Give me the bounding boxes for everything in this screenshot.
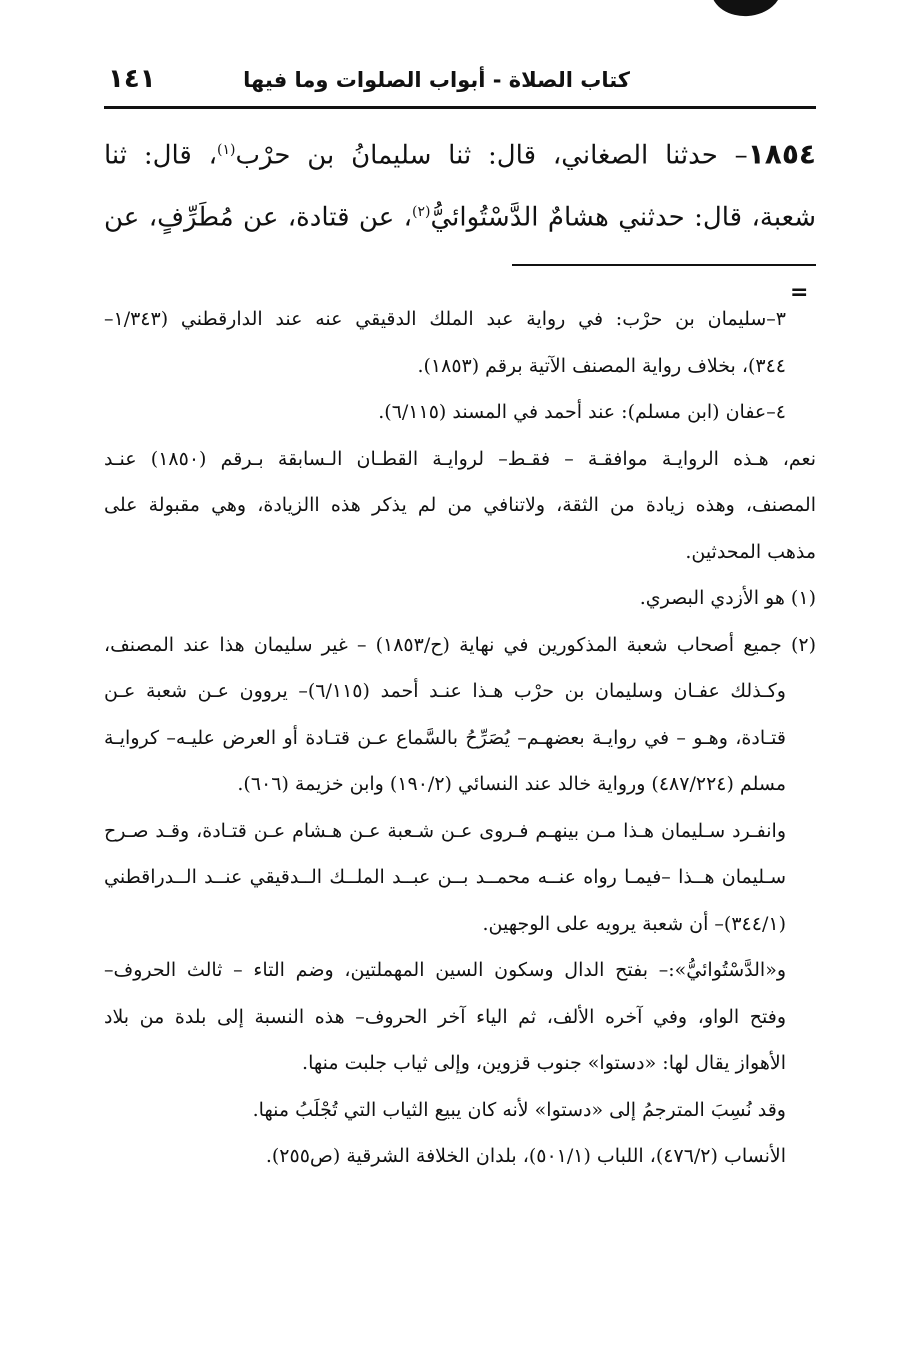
corner-ink-mark (711, 0, 783, 18)
footnote-line: ٣٤٤)، بخلاف رواية المصنف الآتية برقم (١٨٥٣). (417, 354, 786, 377)
main-line-1 (104, 122, 816, 184)
main-line-2-end: ، عن قتادة، عن مُطَرِّفٍ، عن (104, 202, 413, 233)
header-title: كتاب الصلاة - أبواب الصلوات وما فيها (243, 68, 630, 92)
footnote-line: الأنساب (٤٧٦/٢)، اللباب (٥٠١/١)، بلدان الخلافة الشرقية (ص٢٥٥). (265, 1145, 786, 1167)
page-number: ١٤١ (108, 64, 156, 94)
hadith-number: ١٨٥٤ (747, 137, 816, 171)
footnote-line: مذهب المحدثين. (685, 540, 816, 563)
footnote-2: (٢) جميع أصحاب شعبة المذكورين في نهاية (ح/١٨٥٣) – غير سليمان هذا عند المصنف، (104, 633, 816, 656)
footnote-line: المصنف، وهذه زيادة من الثقة، ولاتنافي من لم يذكر هذه االزيادة، وهي مقبولة على (104, 494, 816, 516)
header-rule (104, 106, 816, 109)
main-line-1-text: – حدثنا الصغاني، قال: ثنا سليمانُ بن حرْب (235, 140, 748, 171)
footnote-line: وانفـرد سـليمان هـذا مـن بينهـم فـروى عـن شـعبة عـن هـشام عـن قتـادة، وقـد صـرح (104, 819, 786, 842)
footnote-line: مسلم (٤٨٧/٢٢٤) ورواية خالد عند النسائي (١٩٠/٢) وابن خزيمة (٦٠٦). (237, 773, 786, 795)
footnote-line: وكـذلك عفـان وسليمان بن حرْب هـذا عنـد أحمد (٦/١١٥)– يروون عـن شعبة عـن (104, 680, 786, 702)
running-header (104, 64, 816, 104)
continuation-mark: = (790, 280, 809, 305)
footnote-line: نعم، هـذه الروايـة موافقـة – فقـط– لروايـة القطـان الـسابقة بـرقم (١٨٥٠) عنـد (104, 447, 817, 470)
footnote-1: (١) هو الأزدي البصري. (639, 587, 816, 609)
footnote-line: و«الدَّسْتُوائيُّ»:– بفتح الدال وسكون السين المهملتين، وضم التاء – ثالث الحروف– (104, 959, 786, 981)
footnote-separator (512, 264, 816, 266)
footnote-line: الأهواز يقال لها: «دستوا» جنوب قزوين، وإلى ثياب جلبت منها. (302, 1052, 786, 1074)
footnote-line: وقد نُسِبَ المترجمُ إلى «دستوا» لأنه كان يبيع الثياب التي تُجْلَبُ منها. (252, 1098, 786, 1121)
footnotes (104, 296, 816, 1180)
footnote-line: ٤–عفان (ابن مسلم): عند أحمد في المسند (٦/١١٥). (378, 401, 786, 423)
main-line-2 (104, 184, 816, 246)
footnote-line: قتـادة، وهـو – في روايـة بعضهـم– يُصَرِّحُ بالسَّماع عـن قتـادة أو العرض عليـه– كروايـة (104, 726, 786, 749)
footnote-line: وفتح الواو، وفي آخره الألف، ثم الياء آخر الحروف– هذه النسبة إلى بلدة من بلاد (104, 1005, 786, 1028)
footnote-ref-2: (٢) (412, 203, 431, 220)
main-line-1-end: ، قال: ثنا (104, 140, 218, 171)
footnote-line: سـليمان هــذا –فيمـا رواه عنــه محمــد بــن عبــد الملــك الــدقيقي عنــد الــدراقطني (104, 866, 786, 888)
footnote-ref-1: (١) (217, 142, 236, 158)
main-text (104, 122, 816, 245)
footnote-line: ٣–سليمان بن حرْب: في رواية عبد الملك الدقيقي عنه عند الدارقطني (١/٣٤٣– (104, 308, 786, 330)
footnote-line: (٣٤٤/١)– أن شعبة يرويه على الوجهين. (482, 912, 786, 935)
main-line-2-text: شعبة، قال: حدثني هشامٌ الدَّسْتُوائيُّ (430, 202, 816, 233)
